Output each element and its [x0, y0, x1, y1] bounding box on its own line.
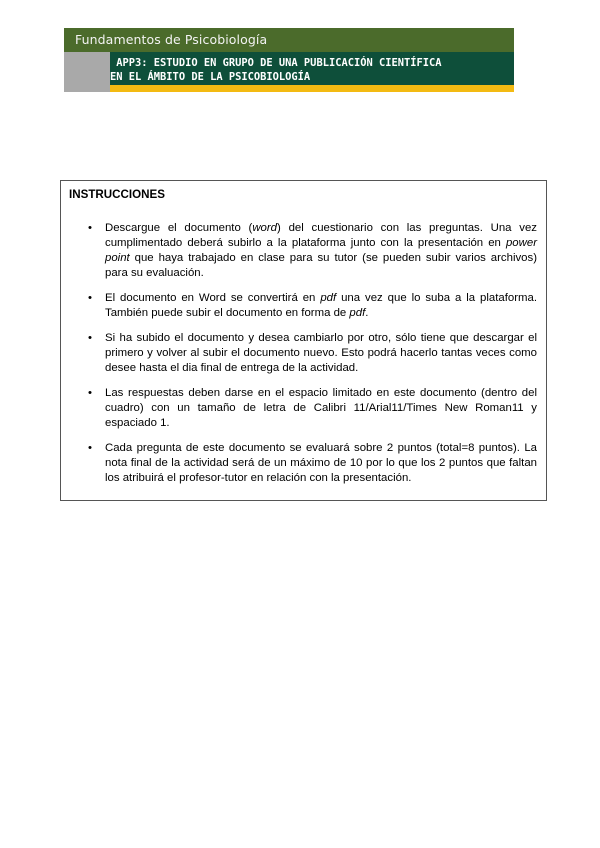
- item-text: Cada pregunta de este documento se evaluará sobre 2 puntos (total=8 puntos). La nota final de la actividad será de un máximo de 10 por lo que los 2 puntos que faltan los atribuirá el profesor-tutor en relación con la presentación.: [105, 442, 537, 484]
- instructions-heading: INSTRUCCIONES: [69, 188, 165, 201]
- activity-title-line-1: APP3: ESTUDIO EN GRUPO DE UNA PUBLICACIÓN CIENTÍFICA: [110, 57, 442, 69]
- item-emphasis: pdf: [349, 307, 366, 319]
- list-item: [61, 291, 546, 321]
- bullet: •: [88, 442, 92, 454]
- instructions-list: [61, 221, 546, 496]
- item-text: El documento en Word se convertirá en: [105, 292, 321, 304]
- header-grey-block: [64, 52, 110, 92]
- bullet: •: [88, 387, 92, 399]
- activity-title-line-2: EN EL ÁMBITO DE LA PSICOBIOLOGÍA: [110, 71, 311, 83]
- item-emphasis: pdf: [320, 292, 337, 304]
- course-name: Fundamentos de Psicobiología: [64, 28, 514, 52]
- list-item: [61, 386, 546, 431]
- item-emphasis: word: [252, 222, 278, 234]
- document-header: [64, 28, 514, 92]
- bullet: •: [88, 332, 92, 344]
- list-item: [61, 441, 546, 486]
- item-emphasis: power point: [105, 237, 537, 264]
- bullet: •: [88, 222, 92, 234]
- header-gold-strip: [110, 85, 514, 92]
- item-text: una vez que lo suba a la plataforma. También puede subir el documento en forma de: [105, 292, 537, 319]
- item-text: .: [365, 307, 369, 319]
- item-text: Descargue el documento (: [105, 222, 253, 234]
- item-text: Si ha subido el documento y desea cambiarlo por otro, sólo tiene que descargar el primero y volver al subir el documento nuevo. Esto podrá hacerlo tantas veces como desee hasta el dia final de entrega de la actividad.: [105, 332, 537, 374]
- list-item: [61, 331, 546, 376]
- instructions-box: [60, 180, 547, 501]
- bullet: •: [88, 292, 92, 304]
- activity-title: [110, 52, 514, 85]
- item-text: ) del cuestionario con las preguntas. Una vez cumplimentado deberá subirlo a la plataforma junto con la presentación en: [105, 222, 537, 249]
- item-text: Las respuestas deben darse en el espacio limitado en este documento (dentro del cuadro) con un tamaño de letra de Calibri 11/Arial11/Times New Roman11 y espaciado 1.: [105, 387, 537, 429]
- list-item: [61, 221, 546, 281]
- item-text: que haya trabajado en clase para su tutor (se pueden subir varios archivos) para su evaluación.: [105, 252, 537, 279]
